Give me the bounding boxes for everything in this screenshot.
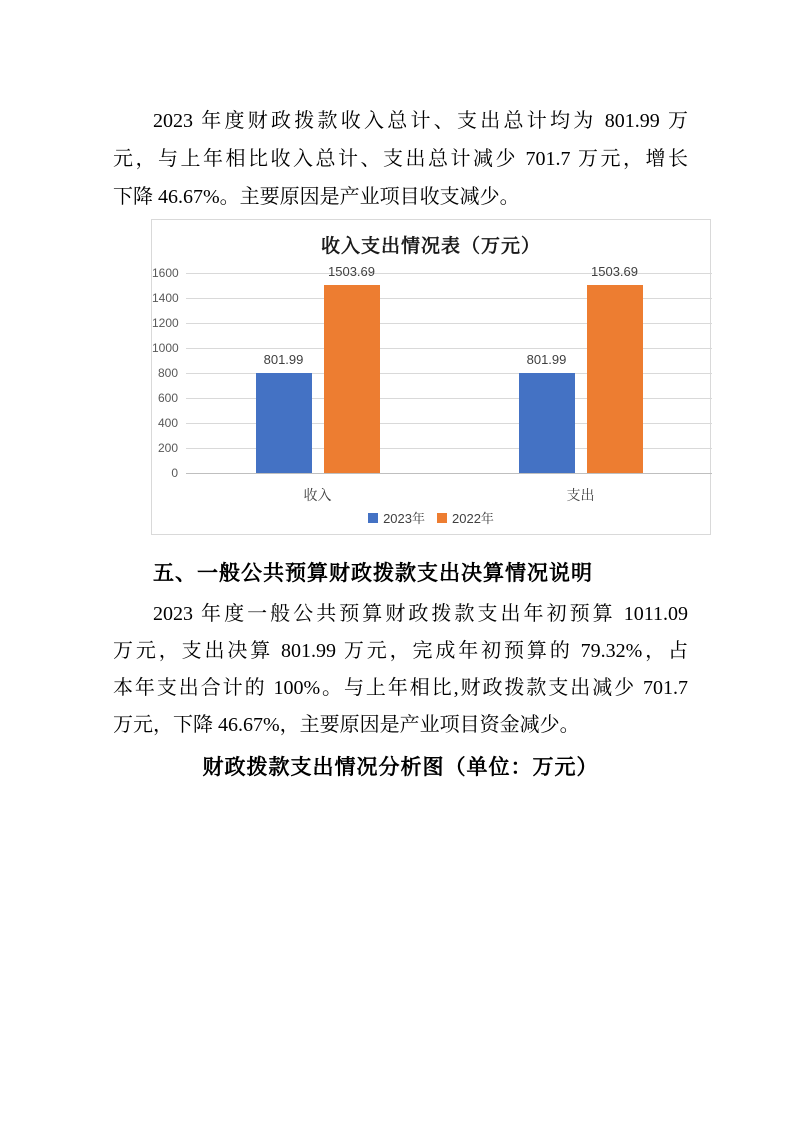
paragraph-line: 2023 年度财政拨款收入总计、支出总计均为 801.99 万 [153, 110, 688, 132]
category-label-收入: 收入 [303, 489, 332, 504]
paragraph-expenditure-summary [113, 596, 688, 744]
y-axis-tick-label: 1000 [152, 341, 179, 355]
bar-data-label: 1503.69 [328, 264, 375, 280]
legend-label: 2023年 [383, 511, 425, 526]
paragraph-line: 下降 46.67%。主要原因是产业项目收支减少。 [113, 186, 520, 208]
figure-caption: 财政拨款支出情况分析图（单位：万元） [202, 755, 599, 779]
paragraph-line: 元，与上年相比收入总计、支出总计减少 701.7 万元，增长 [113, 148, 688, 170]
bar-2022年-收入 [324, 285, 380, 473]
paragraph-line: 万元，下降 46.67%，主要原因是产业项目资金减少。 [113, 714, 580, 736]
bar-2022年-支出 [587, 285, 643, 473]
y-axis-tick-label: 800 [157, 366, 178, 380]
y-axis-tick-label: 600 [157, 391, 178, 405]
bar-data-label: 1503.69 [591, 264, 638, 280]
section-heading-5: 五、一般公共预算财政拨款支出决算情况说明 [153, 562, 593, 585]
paragraph-line: 2023 年度一般公共预算财政拨款支出年初预算 1011.09 [153, 603, 688, 625]
y-axis-tick-label: 0 [171, 466, 178, 480]
legend-item-2023年 [368, 508, 425, 527]
y-axis-tick-label: 400 [157, 416, 178, 430]
legend-item-2022年 [437, 508, 494, 527]
paragraph-income-expense-summary [113, 102, 688, 216]
bar-data-label: 801.99 [526, 351, 567, 367]
income-expense-bar-chart [151, 219, 711, 535]
y-axis-tick-label: 1200 [152, 316, 179, 330]
y-axis-tick-label: 1400 [152, 291, 179, 305]
paragraph-line: 本年支出合计的 100%。与上年相比,财政拨款支出减少 701.7 [113, 677, 688, 699]
gridline [186, 473, 712, 474]
paragraph-line: 万元，支出决算 801.99 万元，完成年初预算的 79.32%，占 [113, 640, 688, 662]
bar-2023年-收入 [256, 373, 312, 473]
bar-2023年-支出 [519, 373, 575, 473]
bar-data-label: 801.99 [263, 351, 304, 367]
chart-plot-area [152, 264, 712, 504]
chart-legend [152, 508, 710, 527]
chart-title: 收入支出情况表（万元） [320, 236, 541, 257]
legend-swatch [437, 513, 447, 523]
y-axis-tick-label: 200 [157, 441, 178, 455]
y-axis-tick-label: 1600 [152, 266, 179, 280]
legend-swatch [368, 513, 378, 523]
legend-label: 2022年 [452, 511, 494, 526]
category-label-支出: 支出 [566, 489, 595, 504]
